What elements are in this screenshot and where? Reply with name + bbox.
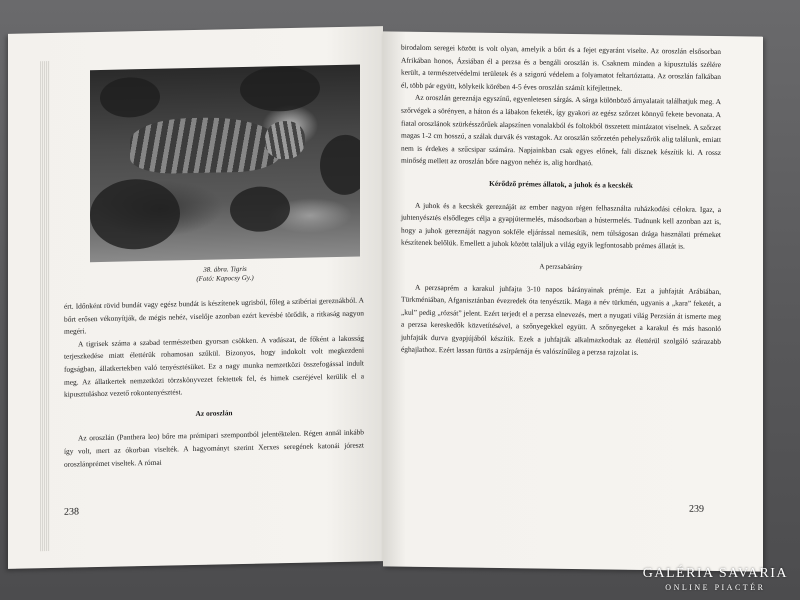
left-paragraph-3: Az oroszlán (Panthera leo) bőre ma prémipari szempontból jelentéktelen. Régen annál inkább így volt, mert az ókorban viselték. A hagyományt szerint Xerxes seregének katonái jóreszt oroszlánprémet viseltek. A római [64,427,364,469]
open-book [8,30,768,570]
right-text-column [401,42,721,362]
page-stack-edge [40,61,50,551]
section-heading-persian-lamb: A perzsabárány [539,262,583,272]
left-paragraph-2: A tigrisek száma a szabad természetben gyorsan csökken. A vadászat, de főként a lakosság terjeszkedése miatt élettérük rohamosan szűkül. Bizonyos, hogy indokolt volt megkezdeni fogságban, állatkertekben való tenyésztésüket. Ez a nagy munka nemzetközi összefogással indult meg. Az állatkertek nemzetközi törzskönyvezet fektettek fel, és himek cseréjével kerülik el a kipusztuláshoz vezető rokontenyésztést. [64,333,364,399]
left-text-column [64,294,364,470]
tiger-body [130,116,280,174]
page-number-left: 238 [64,506,79,518]
right-paragraph-2: Az oroszlán gereznája egyszínű, egyenletesen sárgás. A sárga különböző árnyalatait találhatjuk meg. A szőrvégek a sörényen, a háton és a lábakon feketék, így gyakori az egész szőrzet könnyű fekete bevonata. A fiatal oroszlánok szürkésszőrűek alapszínen vonalakból és foltokból összetett mintázatot viselnek. A szőrzet magas 1-2 cm hosszú, a szálak durvák és vastagok. Az oroszlán szőrzetén pehelyszőrök alig találunk, emiatt nem is érdekes a szűcsipar számára. Napjainkban csak egyes előnek, fali dísznek készítik ki. A rossz minőség mellett az oroszlán bőre nagyon nehéz is, alig hordható. [401,93,721,168]
right-page [383,31,763,571]
watermark-subtitle: ONLINE PIACTÉR [665,583,766,592]
right-paragraph-3: A juhok és a kecskék gereznáját az ember nagyon régen felhasználta ruházkodási célokra. Igaz, a juhtenyésztés elsődleges célja a gyapjútermelés, másodsorban a hústermelés. Tudnunk kell azonban azt is, hogy a juhok gereznáját nagyon sokféle eljárással nemesítik, nem túlságosan drága használati prémeket készítenek belőlük. Emellett a juhok között találjuk a világ egyik legfontosabb prémes állatát is. [401,200,721,251]
page-number-right: 239 [689,503,704,515]
watermark-title: GALÉRIA SAVARIA [642,566,788,581]
watermark [643,566,788,592]
caption-credit: (Fotó: Kapocsy Gy.) [196,273,254,283]
left-page [8,26,383,569]
tiger-photo [90,65,360,263]
section-heading-ruminants: Kérődző prémes állatok, a juhok és a kecskék [489,178,633,190]
left-paragraph-1: ért. Időnként rövid bundát vagy egész bundát is készítenek ugrisból, főleg a szibériai gereznákból. A bőrt erősen vékonyítják, de mégis nehéz, viselője azonban ezért kevésbé törődik, a ritkaság nagyon megéri. [64,295,364,336]
right-paragraph-4: A perzsaprém a karakul juhfajta 3-10 napos bárányainak prémje. Ezt a juhfajtát Arábiában, Türkméniában, Afganisztánban évezredek óta tenyésztik. Maga a név türkmén, ugyanis a „kara” feketét, a „kul” pedig „rózsát” jelent. Ezért terjedt el a perzsa elnevezés, mert a nyugati világ Perzsián át ismerte meg a perzsa kereskedők közvetítésével, a szőnyegekkel együtt. A szőnyegeket a karakul és más hasonló juhfajták durva gyapjújából készítik. Ezek a juhfajták alkalmazkodtak az élettérül szolgáló szárazabb éghajlathoz. Ezért lassan fürtös a zsírpárnája és valószínűleg a perzsa rajzolat is. [401,282,721,358]
caption-title: 38. ábra. Tigris [203,264,247,274]
right-paragraph-1: birodalom seregei között is volt olyan, amelyik a bőrt és a fejet egyaránt viselte. Az oroszlán elsősorban Afrikában honos, Ázsiában él a perzsa és a bengáli oroszlán is. Csaknem minden a kipusztulás szélére került, a természetvédelmi területek és a szigorú védelem a folyamatot feltartóztatta. Az oroszlán falkában él, több pár együtt, kölykeik körében 4-5 éves oroszlán számít kifejlettnek. [401,42,721,93]
section-heading-lion: Az oroszlán [195,407,233,418]
tiger-head [265,121,305,160]
figure-caption [90,263,360,287]
